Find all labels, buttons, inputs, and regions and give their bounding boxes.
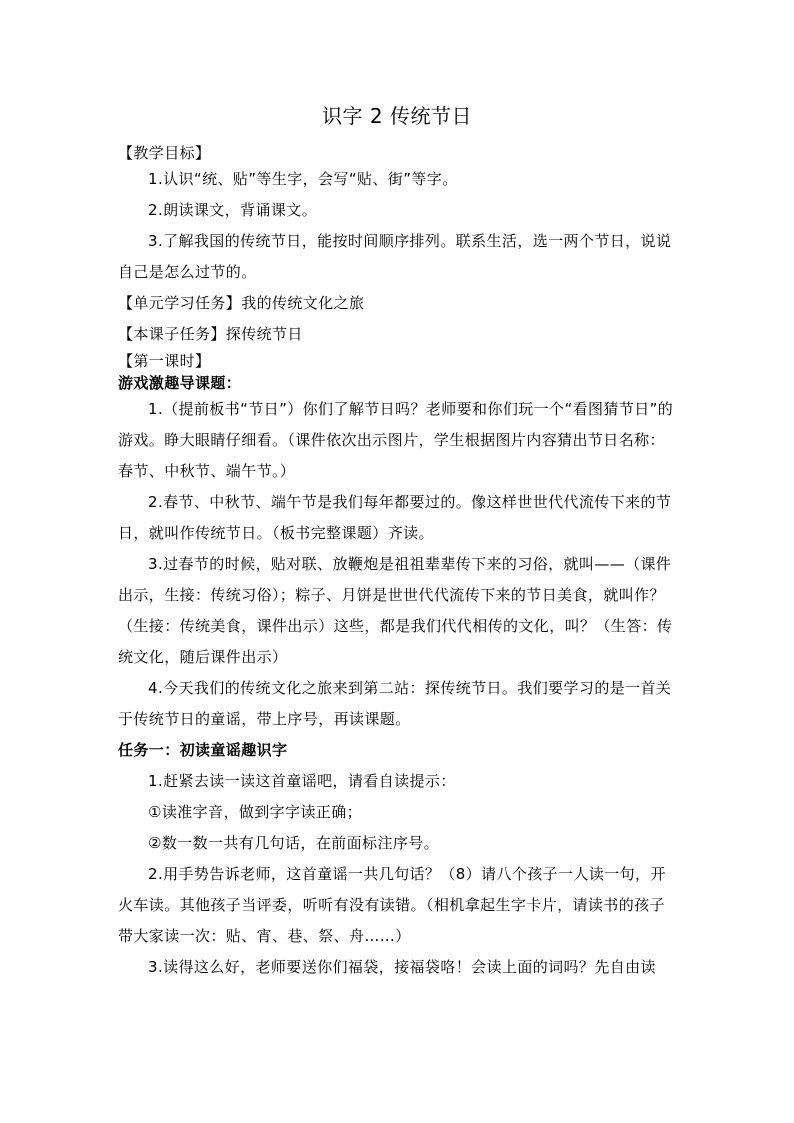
document-body <box>118 142 676 983</box>
paragraph: 3.过春节的时候，贴对联、放鞭炮是祖祖辈辈传下来的习俗，就叫——（课件出示，生接：传统习俗）；粽子、月饼是世世代代流传下来的节日美食，就叫作？（生接：传统美食，课件出示）这些，都是我们代代相传的文化，叫？（生答：传统文化，随后课件出示） <box>118 555 673 666</box>
paragraph: 3.读得这么好，老师要送你们福袋，接福袋咯！会读上面的词吗？先自由读 <box>148 958 656 976</box>
document-title: 识字 2 传统节日 <box>322 104 472 128</box>
paragraph: 2.春节、中秋节、端午节是我们每年都要过的。像这样世世代代流传下来的节日，就叫作传统节日。（板书完整课题）齐读。 <box>118 493 672 542</box>
list-item: ②数一数一共有几句话，在前面标注序号。 <box>148 834 440 852</box>
section-heading-objectives: 【教学目标】 <box>118 144 211 162</box>
section-heading-task-one: 任务一：初读童谣趣识字 <box>118 741 288 759</box>
section-heading-lesson-task: 【本课子任务】探传统节日 <box>118 325 303 343</box>
paragraph: 3.了解我国的传统节日，能按时间顺序排列。联系生活，选一两个节日，说说自己是怎么过节的。 <box>118 232 672 281</box>
paragraph: 2.朗读课文，背诵课文。 <box>148 201 318 219</box>
section-heading-game: 游戏激趣导课题： <box>118 374 242 392</box>
paragraph: 2.用手势告诉老师，这首童谣一共几句话？（8）请八个孩子一人读一句，开火车读。其他孩子当评委，听听有没有读错。（相机拿起生字卡片，请读书的孩子带大家读一次：贴、宵、巷、祭、舟……） <box>118 865 666 945</box>
paragraph: 1.（提前板书“节日”）你们了解节日吗？老师要和你们玩一个“看图猜节日”的游戏。睁大眼睛仔细看。（课件依次出示图片，学生根据图片内容猜出节日名称：春节、中秋节、端午节。） <box>118 400 674 480</box>
paragraph: 1.赶紧去读一读这首童谣吧，请看自读提示： <box>148 772 456 790</box>
section-heading-first-lesson: 【第一课时】 <box>118 352 211 370</box>
section-heading-unit-task: 【单元学习任务】我的传统文化之旅 <box>118 294 365 312</box>
list-item: ①读准字音，做到字字读正确； <box>148 803 363 821</box>
paragraph: 1.认识“统、贴”等生字，会写“贴、街”等字。 <box>148 170 458 188</box>
paragraph: 4.今天我们的传统文化之旅来到第二站：探传统节日。我们要学习的是一首关于传统节日的童谣，带上序号，再读课题。 <box>118 679 672 728</box>
